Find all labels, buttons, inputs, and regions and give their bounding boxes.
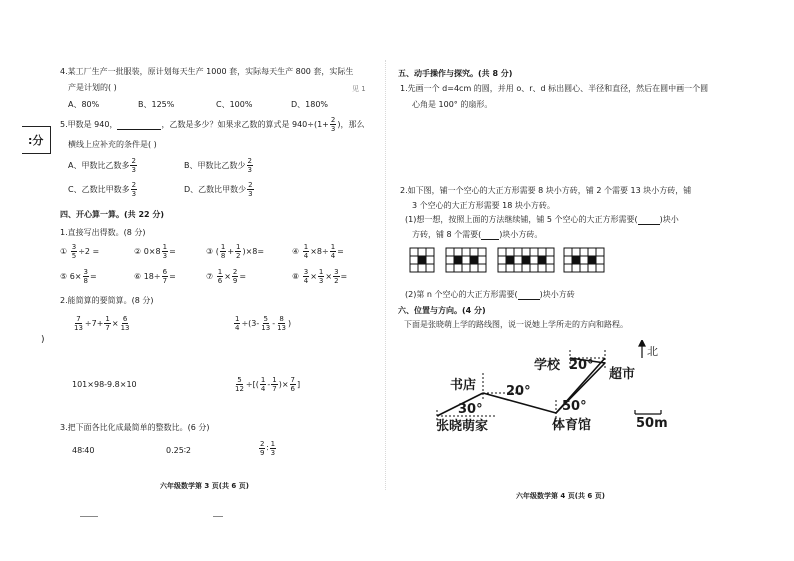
tile-group-3: [498, 248, 554, 272]
q5-text-c: )，那么: [337, 120, 365, 129]
section4-title: 四、开心算一算。(共 22 分): [60, 210, 165, 219]
tile-group-2: [446, 248, 486, 272]
q4-option-d: D、180%: [291, 100, 329, 109]
scan-mark-2: [213, 516, 223, 517]
section4-q2-title: 2.能简算的要简算。(8 分): [60, 296, 154, 305]
tile-group-1: [410, 248, 434, 272]
section4-q1-title: 1.直接写出得数。(8 分): [60, 228, 146, 237]
label-bookstore: 书店: [450, 378, 477, 393]
q5-line1: [60, 116, 364, 133]
q5-text-b: ，乙数是多少？如果求乙数的算式是 940÷(1+: [161, 120, 329, 129]
q4-option-a: A、80%: [68, 100, 100, 109]
section4-q3-title: 3.把下面各比化成最简单的整数比。(6 分): [60, 423, 210, 432]
q5-text-a: 5.甲数是 940，: [60, 120, 118, 129]
section5-q2-sub1-line2: 方砖，铺 8 个需要( )块小方砖。: [412, 230, 543, 239]
angle-bookstore: 20°: [506, 384, 531, 399]
q4-text-line1: 4.某工厂生产一批服装，原计划每天生产 1000 套，实际每天生产 800 套，实际生: [60, 67, 354, 76]
tile-group-4: [564, 248, 604, 272]
q5-fraction: $\frac{2}{3}$: [330, 116, 336, 133]
score-label: :分: [28, 134, 44, 147]
q5-line2: 横线上应补充的条件是( ): [68, 140, 157, 149]
north-arrow: [639, 340, 645, 358]
answer-blank-5[interactable]: [638, 215, 660, 225]
label-gym: 体育馆: [552, 418, 592, 433]
calc-simplify-b: $\frac{1}{4}$ ÷(3- $\frac{5}{13}$ - $\frac{8}{13}$ ): [235, 315, 292, 332]
calc-item-3: ③ ( $\frac{1}{8}$ + $\frac{1}{2}$ )×8=: [206, 243, 265, 260]
scale-bar: [635, 410, 661, 414]
ratio-c: $\frac{2}{9}$ ∶ $\frac{1}{3}$: [260, 440, 276, 457]
q5-option-a: A、甲数比乙数多 $\frac{2}{3}$: [68, 157, 136, 174]
angle-home: 30°: [458, 402, 483, 417]
calc-item-8: ⑧ $\frac{3}{4}$ × $\frac{1}{3}$ × $\frac{3}{2}$ =: [292, 268, 348, 285]
section5-q2-line2: 3 个空心的大正方形需要 18 块小方砖。: [412, 201, 555, 210]
section5-q2-line1: 2.如下图，铺一个空心的大正方形需要 8 块小方砖，铺 2 个需要 13 块小方砖，铺: [400, 186, 692, 195]
ratio-b: 0.25∶2: [166, 446, 191, 455]
calc-item-7: ⑦ $\frac{1}{6}$ × $\frac{2}{9}$ =: [206, 268, 247, 285]
right-page-footer: 六年级数学第 4 页(共 6 页): [516, 492, 605, 500]
answer-blank-8[interactable]: [481, 230, 499, 240]
calc-item-2: ② 0×8 $\frac{1}{3}$ =: [134, 243, 176, 260]
section6-desc: 下面是张晓萌上学的路线图，说一说她上学所走的方向和路程。: [404, 320, 628, 329]
angle-school: 20°: [569, 358, 594, 373]
q4-margin-mark: 见 1: [352, 85, 366, 93]
calc-item-6: ⑥ 18÷ $\frac{6}{7}$ =: [134, 268, 176, 285]
section6-title: 六、位置与方向。(4 分): [398, 306, 486, 315]
q5-option-c: C、乙数比甲数多 $\frac{2}{3}$: [68, 181, 137, 198]
q5-option-d: D、乙数比甲数少 $\frac{2}{3}$: [184, 181, 253, 198]
angle-gym: 50°: [562, 399, 587, 414]
left-page-footer: 六年级数学第 3 页(共 6 页): [160, 482, 249, 490]
section5-q2-sub1-line1: (1)想一想，按照上面的方法继续铺，铺 5 个空心的大正方形需要( )块小: [405, 215, 679, 224]
calc-item-4: ④ $\frac{1}{4}$ ×8÷ $\frac{1}{4}$ =: [292, 243, 344, 260]
north-label: 北: [647, 345, 658, 358]
ratio-a: 48∶40: [72, 446, 95, 455]
q4-option-c: C、100%: [216, 100, 253, 109]
section5-q2-sub2: (2)第 n 个空心的大正方形需要( )块小方砖: [405, 290, 575, 299]
tile-pattern: [408, 245, 608, 275]
section5-q1-line2: 心角是 100° 的扇形。: [412, 100, 493, 109]
scan-mark-1: [80, 516, 98, 517]
q4-option-b: B、125%: [138, 100, 175, 109]
page-divider: [385, 60, 386, 490]
label-school: 学校: [534, 358, 561, 373]
label-home: 张晓萌家: [436, 419, 489, 434]
q5-option-b: B、甲数比乙数少 $\frac{2}{3}$: [184, 157, 252, 174]
margin-paren: ): [41, 335, 45, 345]
label-scale: 50m: [636, 416, 668, 431]
calc-simplify-d: $\frac{5}{12}$ ÷[( $\frac{1}{4}$ - $\frac{1}{7}$ )× $\frac{7}{6}$ ]: [235, 376, 301, 393]
section5-title: 五、动手操作与探究。(共 8 分): [398, 69, 513, 78]
calc-item-1: ① $\frac{3}{5}$ ÷2 =: [60, 243, 100, 260]
q4-text-line2: 产是计划的( ): [68, 83, 117, 92]
calc-simplify-a: $\frac{7}{13}$ ÷7+ $\frac{1}{7}$ × $\frac{6}{13}$: [74, 315, 130, 332]
calc-simplify-c: 101×98-9.8×10: [72, 380, 137, 389]
label-supermarket: 超市: [609, 367, 636, 382]
calc-item-5: ⑤ 6× $\frac{3}{8}$ =: [60, 268, 97, 285]
q5-blank[interactable]: [117, 120, 161, 130]
section5-q1-line1: 1.先画一个 d=4cm 的圆，并用 o、r、d 标出圆心、半径和直径，然后在圆中画一个圆: [400, 84, 709, 93]
answer-blank-n[interactable]: [518, 290, 540, 300]
